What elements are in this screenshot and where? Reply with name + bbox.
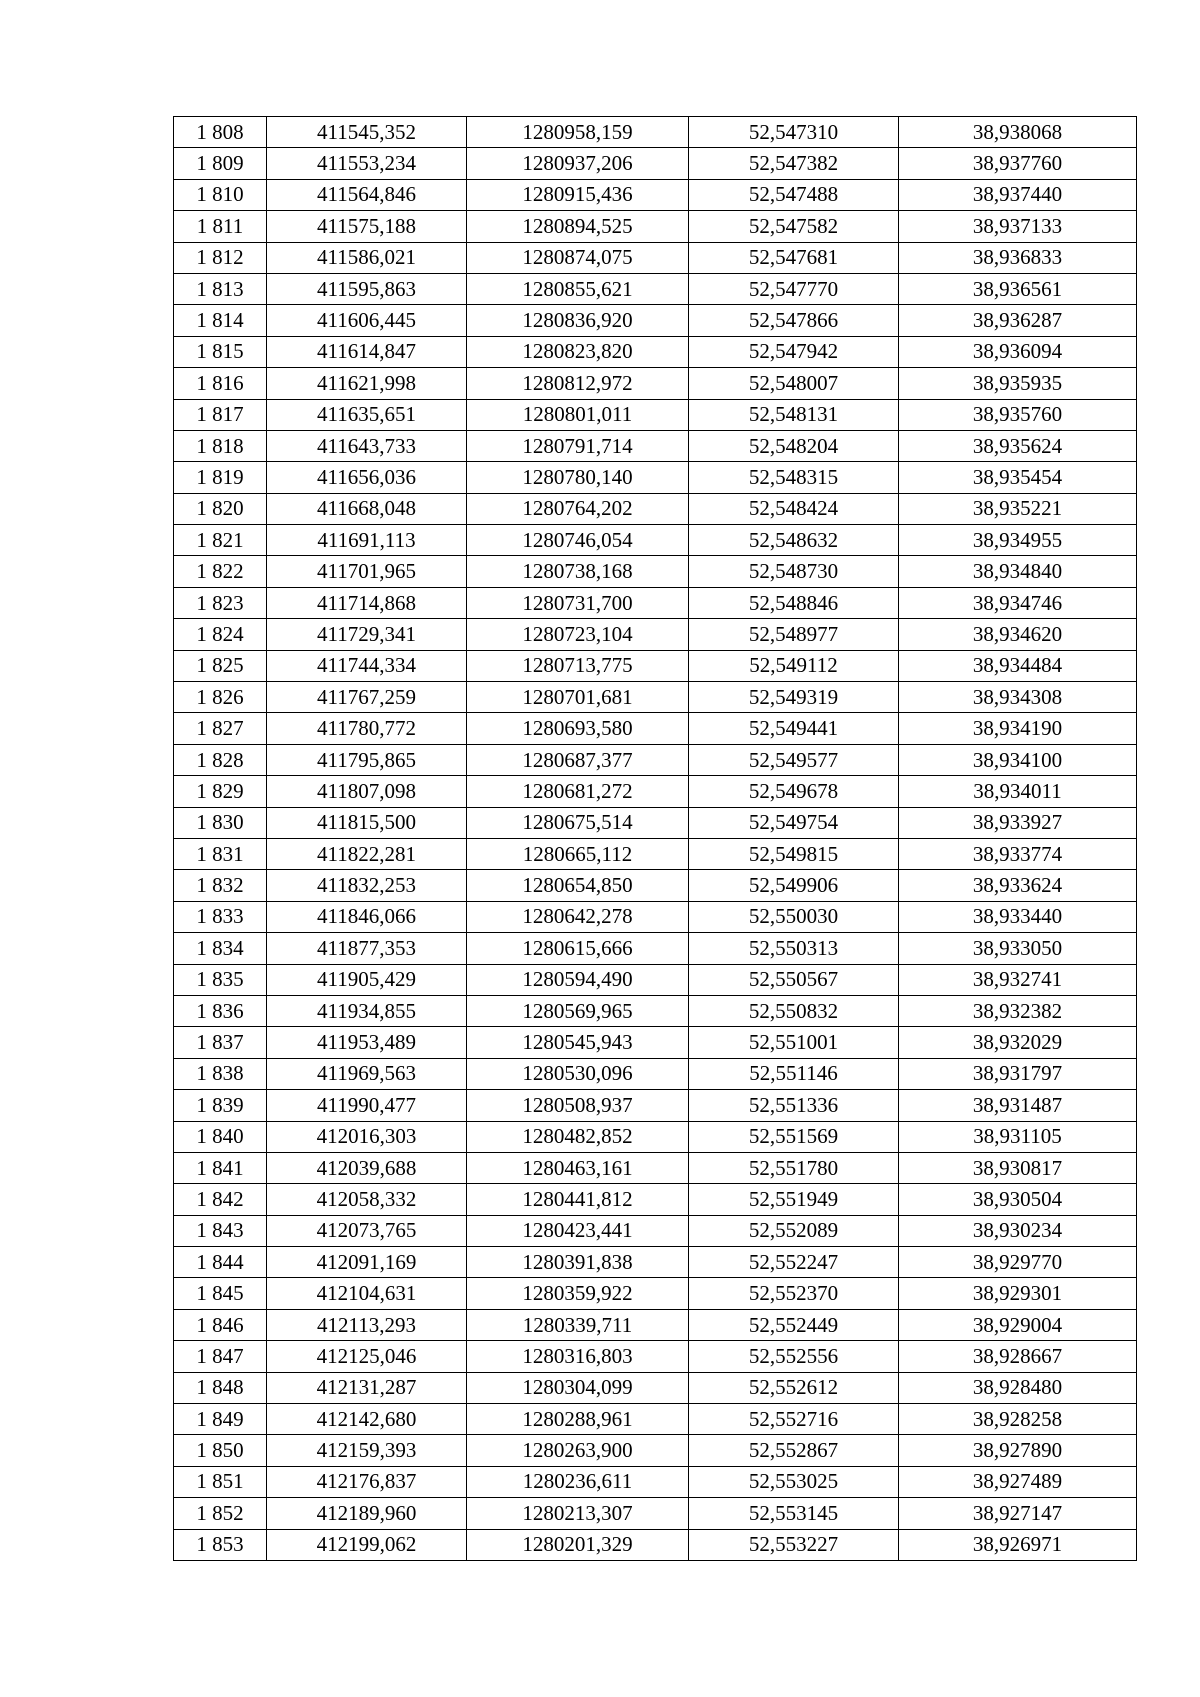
y-coordinate-cell: 1280213,307 [467,1498,689,1529]
x-coordinate-cell: 411905,429 [267,964,467,995]
longitude-cell: 38,936833 [899,242,1137,273]
longitude-cell: 38,928667 [899,1341,1137,1372]
table-row [174,713,1137,744]
latitude-cell: 52,547582 [689,211,899,242]
point-number-cell: 1 847 [174,1341,267,1372]
latitude-cell: 52,552247 [689,1247,899,1278]
x-coordinate-cell: 411564,846 [267,179,467,210]
point-number-cell: 1 823 [174,587,267,618]
latitude-cell: 52,548424 [689,493,899,524]
longitude-cell: 38,934840 [899,556,1137,587]
table-row [174,1404,1137,1435]
longitude-cell: 38,935221 [899,493,1137,524]
y-coordinate-cell: 1280288,961 [467,1404,689,1435]
point-number-cell: 1 809 [174,148,267,179]
x-coordinate-cell: 412159,393 [267,1435,467,1466]
point-number-cell: 1 827 [174,713,267,744]
table-row [174,1058,1137,1089]
x-coordinate-cell: 411729,341 [267,619,467,650]
y-coordinate-cell: 1280201,329 [467,1529,689,1560]
x-coordinate-cell: 411877,353 [267,933,467,964]
longitude-cell: 38,932382 [899,995,1137,1026]
longitude-cell: 38,935760 [899,399,1137,430]
point-number-cell: 1 830 [174,807,267,838]
x-coordinate-cell: 411606,445 [267,305,467,336]
point-number-cell: 1 848 [174,1372,267,1403]
longitude-cell: 38,932741 [899,964,1137,995]
x-coordinate-cell: 411621,998 [267,368,467,399]
table-row [174,211,1137,242]
table-row [174,556,1137,587]
table-row [174,493,1137,524]
point-number-cell: 1 815 [174,336,267,367]
x-coordinate-cell: 411575,188 [267,211,467,242]
y-coordinate-cell: 1280791,714 [467,430,689,461]
x-coordinate-cell: 411934,855 [267,995,467,1026]
latitude-cell: 52,548846 [689,587,899,618]
y-coordinate-cell: 1280423,441 [467,1215,689,1246]
point-number-cell: 1 813 [174,273,267,304]
longitude-cell: 38,928480 [899,1372,1137,1403]
y-coordinate-cell: 1280701,681 [467,682,689,713]
x-coordinate-cell: 412039,688 [267,1152,467,1183]
longitude-cell: 38,934190 [899,713,1137,744]
latitude-cell: 52,548977 [689,619,899,650]
table-row [174,242,1137,273]
point-number-cell: 1 824 [174,619,267,650]
x-coordinate-cell: 412142,680 [267,1404,467,1435]
x-coordinate-cell: 411832,253 [267,870,467,901]
longitude-cell: 38,934746 [899,587,1137,618]
table-row [174,525,1137,556]
x-coordinate-cell: 411780,772 [267,713,467,744]
x-coordinate-cell: 411691,113 [267,525,467,556]
x-coordinate-cell: 412113,293 [267,1309,467,1340]
longitude-cell: 38,934100 [899,744,1137,775]
table-row [174,1498,1137,1529]
x-coordinate-cell: 411656,036 [267,462,467,493]
x-coordinate-cell: 412131,287 [267,1372,467,1403]
longitude-cell: 38,936561 [899,273,1137,304]
latitude-cell: 52,551146 [689,1058,899,1089]
point-number-cell: 1 831 [174,838,267,869]
table-row [174,807,1137,838]
latitude-cell: 52,547382 [689,148,899,179]
latitude-cell: 52,552370 [689,1278,899,1309]
y-coordinate-cell: 1280304,099 [467,1372,689,1403]
x-coordinate-cell: 411635,651 [267,399,467,430]
x-coordinate-cell: 411744,334 [267,650,467,681]
table-row [174,1372,1137,1403]
point-number-cell: 1 833 [174,901,267,932]
longitude-cell: 38,927489 [899,1466,1137,1497]
y-coordinate-cell: 1280780,140 [467,462,689,493]
y-coordinate-cell: 1280687,377 [467,744,689,775]
y-coordinate-cell: 1280339,711 [467,1309,689,1340]
point-number-cell: 1 836 [174,995,267,1026]
y-coordinate-cell: 1280746,054 [467,525,689,556]
latitude-cell: 52,550567 [689,964,899,995]
latitude-cell: 52,548632 [689,525,899,556]
table-row [174,273,1137,304]
x-coordinate-cell: 411795,865 [267,744,467,775]
x-coordinate-cell: 411553,234 [267,148,467,179]
point-number-cell: 1 844 [174,1247,267,1278]
y-coordinate-cell: 1280665,112 [467,838,689,869]
latitude-cell: 52,549815 [689,838,899,869]
table-row [174,776,1137,807]
longitude-cell: 38,930234 [899,1215,1137,1246]
longitude-cell: 38,933774 [899,838,1137,869]
longitude-cell: 38,928258 [899,1404,1137,1435]
y-coordinate-cell: 1280681,272 [467,776,689,807]
longitude-cell: 38,935624 [899,430,1137,461]
latitude-cell: 52,551001 [689,1027,899,1058]
point-number-cell: 1 814 [174,305,267,336]
x-coordinate-cell: 411822,281 [267,838,467,869]
x-coordinate-cell: 411586,021 [267,242,467,273]
y-coordinate-cell: 1280937,206 [467,148,689,179]
longitude-cell: 38,934308 [899,682,1137,713]
longitude-cell: 38,935935 [899,368,1137,399]
table-row [174,117,1137,148]
point-number-cell: 1 832 [174,870,267,901]
y-coordinate-cell: 1280764,202 [467,493,689,524]
point-number-cell: 1 838 [174,1058,267,1089]
point-number-cell: 1 811 [174,211,267,242]
latitude-cell: 52,551780 [689,1152,899,1183]
latitude-cell: 52,548730 [689,556,899,587]
x-coordinate-cell: 411545,352 [267,117,467,148]
table-row [174,399,1137,430]
latitude-cell: 52,548131 [689,399,899,430]
point-number-cell: 1 850 [174,1435,267,1466]
y-coordinate-cell: 1280391,838 [467,1247,689,1278]
latitude-cell: 52,552449 [689,1309,899,1340]
point-number-cell: 1 834 [174,933,267,964]
latitude-cell: 52,551949 [689,1184,899,1215]
coordinates-table [173,116,1137,1561]
table-row [174,933,1137,964]
table-row [174,619,1137,650]
table-row [174,1309,1137,1340]
longitude-cell: 38,931797 [899,1058,1137,1089]
y-coordinate-cell: 1280359,922 [467,1278,689,1309]
latitude-cell: 52,552716 [689,1404,899,1435]
point-number-cell: 1 849 [174,1404,267,1435]
point-number-cell: 1 846 [174,1309,267,1340]
table-row [174,1215,1137,1246]
x-coordinate-cell: 412016,303 [267,1121,467,1152]
point-number-cell: 1 821 [174,525,267,556]
point-number-cell: 1 822 [174,556,267,587]
longitude-cell: 38,929301 [899,1278,1137,1309]
table-row [174,1184,1137,1215]
latitude-cell: 52,552867 [689,1435,899,1466]
table-row [174,838,1137,869]
y-coordinate-cell: 1280463,161 [467,1152,689,1183]
latitude-cell: 52,553227 [689,1529,899,1560]
latitude-cell: 52,549754 [689,807,899,838]
longitude-cell: 38,938068 [899,117,1137,148]
point-number-cell: 1 828 [174,744,267,775]
point-number-cell: 1 852 [174,1498,267,1529]
coordinates-table-body [174,117,1137,1561]
x-coordinate-cell: 412125,046 [267,1341,467,1372]
latitude-cell: 52,553145 [689,1498,899,1529]
point-number-cell: 1 825 [174,650,267,681]
y-coordinate-cell: 1280855,621 [467,273,689,304]
latitude-cell: 52,548204 [689,430,899,461]
y-coordinate-cell: 1280441,812 [467,1184,689,1215]
point-number-cell: 1 810 [174,179,267,210]
y-coordinate-cell: 1280731,700 [467,587,689,618]
longitude-cell: 38,937760 [899,148,1137,179]
point-number-cell: 1 812 [174,242,267,273]
longitude-cell: 38,930504 [899,1184,1137,1215]
latitude-cell: 52,548007 [689,368,899,399]
latitude-cell: 52,547942 [689,336,899,367]
y-coordinate-cell: 1280958,159 [467,117,689,148]
table-row [174,1529,1137,1560]
table-row [174,430,1137,461]
y-coordinate-cell: 1280263,900 [467,1435,689,1466]
table-row [174,995,1137,1026]
point-number-cell: 1 840 [174,1121,267,1152]
longitude-cell: 38,933624 [899,870,1137,901]
point-number-cell: 1 842 [174,1184,267,1215]
x-coordinate-cell: 411815,500 [267,807,467,838]
point-number-cell: 1 843 [174,1215,267,1246]
y-coordinate-cell: 1280569,965 [467,995,689,1026]
longitude-cell: 38,934620 [899,619,1137,650]
point-number-cell: 1 820 [174,493,267,524]
table-row [174,682,1137,713]
latitude-cell: 52,551336 [689,1090,899,1121]
longitude-cell: 38,931105 [899,1121,1137,1152]
longitude-cell: 38,933927 [899,807,1137,838]
point-number-cell: 1 851 [174,1466,267,1497]
latitude-cell: 52,548315 [689,462,899,493]
latitude-cell: 52,553025 [689,1466,899,1497]
x-coordinate-cell: 411953,489 [267,1027,467,1058]
y-coordinate-cell: 1280615,666 [467,933,689,964]
longitude-cell: 38,933050 [899,933,1137,964]
table-row [174,1435,1137,1466]
y-coordinate-cell: 1280545,943 [467,1027,689,1058]
table-row [174,1152,1137,1183]
point-number-cell: 1 816 [174,368,267,399]
longitude-cell: 38,933440 [899,901,1137,932]
longitude-cell: 38,937440 [899,179,1137,210]
table-row [174,336,1137,367]
table-row [174,148,1137,179]
latitude-cell: 52,551569 [689,1121,899,1152]
x-coordinate-cell: 412176,837 [267,1466,467,1497]
table-row [174,1278,1137,1309]
y-coordinate-cell: 1280236,611 [467,1466,689,1497]
y-coordinate-cell: 1280675,514 [467,807,689,838]
x-coordinate-cell: 411990,477 [267,1090,467,1121]
latitude-cell: 52,547866 [689,305,899,336]
table-row [174,462,1137,493]
latitude-cell: 52,549678 [689,776,899,807]
longitude-cell: 38,927890 [899,1435,1137,1466]
y-coordinate-cell: 1280316,803 [467,1341,689,1372]
latitude-cell: 52,547488 [689,179,899,210]
point-number-cell: 1 841 [174,1152,267,1183]
y-coordinate-cell: 1280915,436 [467,179,689,210]
latitude-cell: 52,550832 [689,995,899,1026]
latitude-cell: 52,552556 [689,1341,899,1372]
table-row [174,1466,1137,1497]
x-coordinate-cell: 411701,965 [267,556,467,587]
x-coordinate-cell: 412073,765 [267,1215,467,1246]
y-coordinate-cell: 1280530,096 [467,1058,689,1089]
table-row [174,1090,1137,1121]
x-coordinate-cell: 411643,733 [267,430,467,461]
x-coordinate-cell: 412091,169 [267,1247,467,1278]
table-row [174,305,1137,336]
point-number-cell: 1 837 [174,1027,267,1058]
latitude-cell: 52,550030 [689,901,899,932]
longitude-cell: 38,931487 [899,1090,1137,1121]
table-row [174,870,1137,901]
x-coordinate-cell: 412058,332 [267,1184,467,1215]
longitude-cell: 38,929770 [899,1247,1137,1278]
longitude-cell: 38,930817 [899,1152,1137,1183]
y-coordinate-cell: 1280738,168 [467,556,689,587]
longitude-cell: 38,934955 [899,525,1137,556]
y-coordinate-cell: 1280713,775 [467,650,689,681]
x-coordinate-cell: 411807,098 [267,776,467,807]
point-number-cell: 1 808 [174,117,267,148]
longitude-cell: 38,926971 [899,1529,1137,1560]
latitude-cell: 52,549906 [689,870,899,901]
point-number-cell: 1 845 [174,1278,267,1309]
table-row [174,179,1137,210]
table-row [174,964,1137,995]
table-row [174,1027,1137,1058]
x-coordinate-cell: 411969,563 [267,1058,467,1089]
latitude-cell: 52,549441 [689,713,899,744]
longitude-cell: 38,934011 [899,776,1137,807]
table-row [174,1341,1137,1372]
y-coordinate-cell: 1280693,580 [467,713,689,744]
latitude-cell: 52,549319 [689,682,899,713]
y-coordinate-cell: 1280812,972 [467,368,689,399]
longitude-cell: 38,936094 [899,336,1137,367]
longitude-cell: 38,936287 [899,305,1137,336]
point-number-cell: 1 835 [174,964,267,995]
point-number-cell: 1 818 [174,430,267,461]
x-coordinate-cell: 412189,960 [267,1498,467,1529]
x-coordinate-cell: 412104,631 [267,1278,467,1309]
y-coordinate-cell: 1280654,850 [467,870,689,901]
point-number-cell: 1 853 [174,1529,267,1560]
latitude-cell: 52,547681 [689,242,899,273]
longitude-cell: 38,934484 [899,650,1137,681]
table-row [174,901,1137,932]
y-coordinate-cell: 1280836,920 [467,305,689,336]
y-coordinate-cell: 1280874,075 [467,242,689,273]
x-coordinate-cell: 411767,259 [267,682,467,713]
table-row [174,368,1137,399]
x-coordinate-cell: 411668,048 [267,493,467,524]
x-coordinate-cell: 412199,062 [267,1529,467,1560]
longitude-cell: 38,935454 [899,462,1137,493]
x-coordinate-cell: 411595,863 [267,273,467,304]
latitude-cell: 52,550313 [689,933,899,964]
table-row [174,1121,1137,1152]
y-coordinate-cell: 1280594,490 [467,964,689,995]
y-coordinate-cell: 1280482,852 [467,1121,689,1152]
point-number-cell: 1 826 [174,682,267,713]
x-coordinate-cell: 411846,066 [267,901,467,932]
latitude-cell: 52,547310 [689,117,899,148]
x-coordinate-cell: 411614,847 [267,336,467,367]
y-coordinate-cell: 1280894,525 [467,211,689,242]
latitude-cell: 52,549577 [689,744,899,775]
table-row [174,1247,1137,1278]
table-row [174,744,1137,775]
y-coordinate-cell: 1280823,820 [467,336,689,367]
point-number-cell: 1 819 [174,462,267,493]
table-row [174,587,1137,618]
y-coordinate-cell: 1280508,937 [467,1090,689,1121]
longitude-cell: 38,927147 [899,1498,1137,1529]
table-row [174,650,1137,681]
point-number-cell: 1 817 [174,399,267,430]
latitude-cell: 52,552089 [689,1215,899,1246]
y-coordinate-cell: 1280801,011 [467,399,689,430]
y-coordinate-cell: 1280642,278 [467,901,689,932]
x-coordinate-cell: 411714,868 [267,587,467,618]
latitude-cell: 52,547770 [689,273,899,304]
longitude-cell: 38,937133 [899,211,1137,242]
point-number-cell: 1 829 [174,776,267,807]
longitude-cell: 38,929004 [899,1309,1137,1340]
latitude-cell: 52,549112 [689,650,899,681]
y-coordinate-cell: 1280723,104 [467,619,689,650]
latitude-cell: 52,552612 [689,1372,899,1403]
point-number-cell: 1 839 [174,1090,267,1121]
longitude-cell: 38,932029 [899,1027,1137,1058]
